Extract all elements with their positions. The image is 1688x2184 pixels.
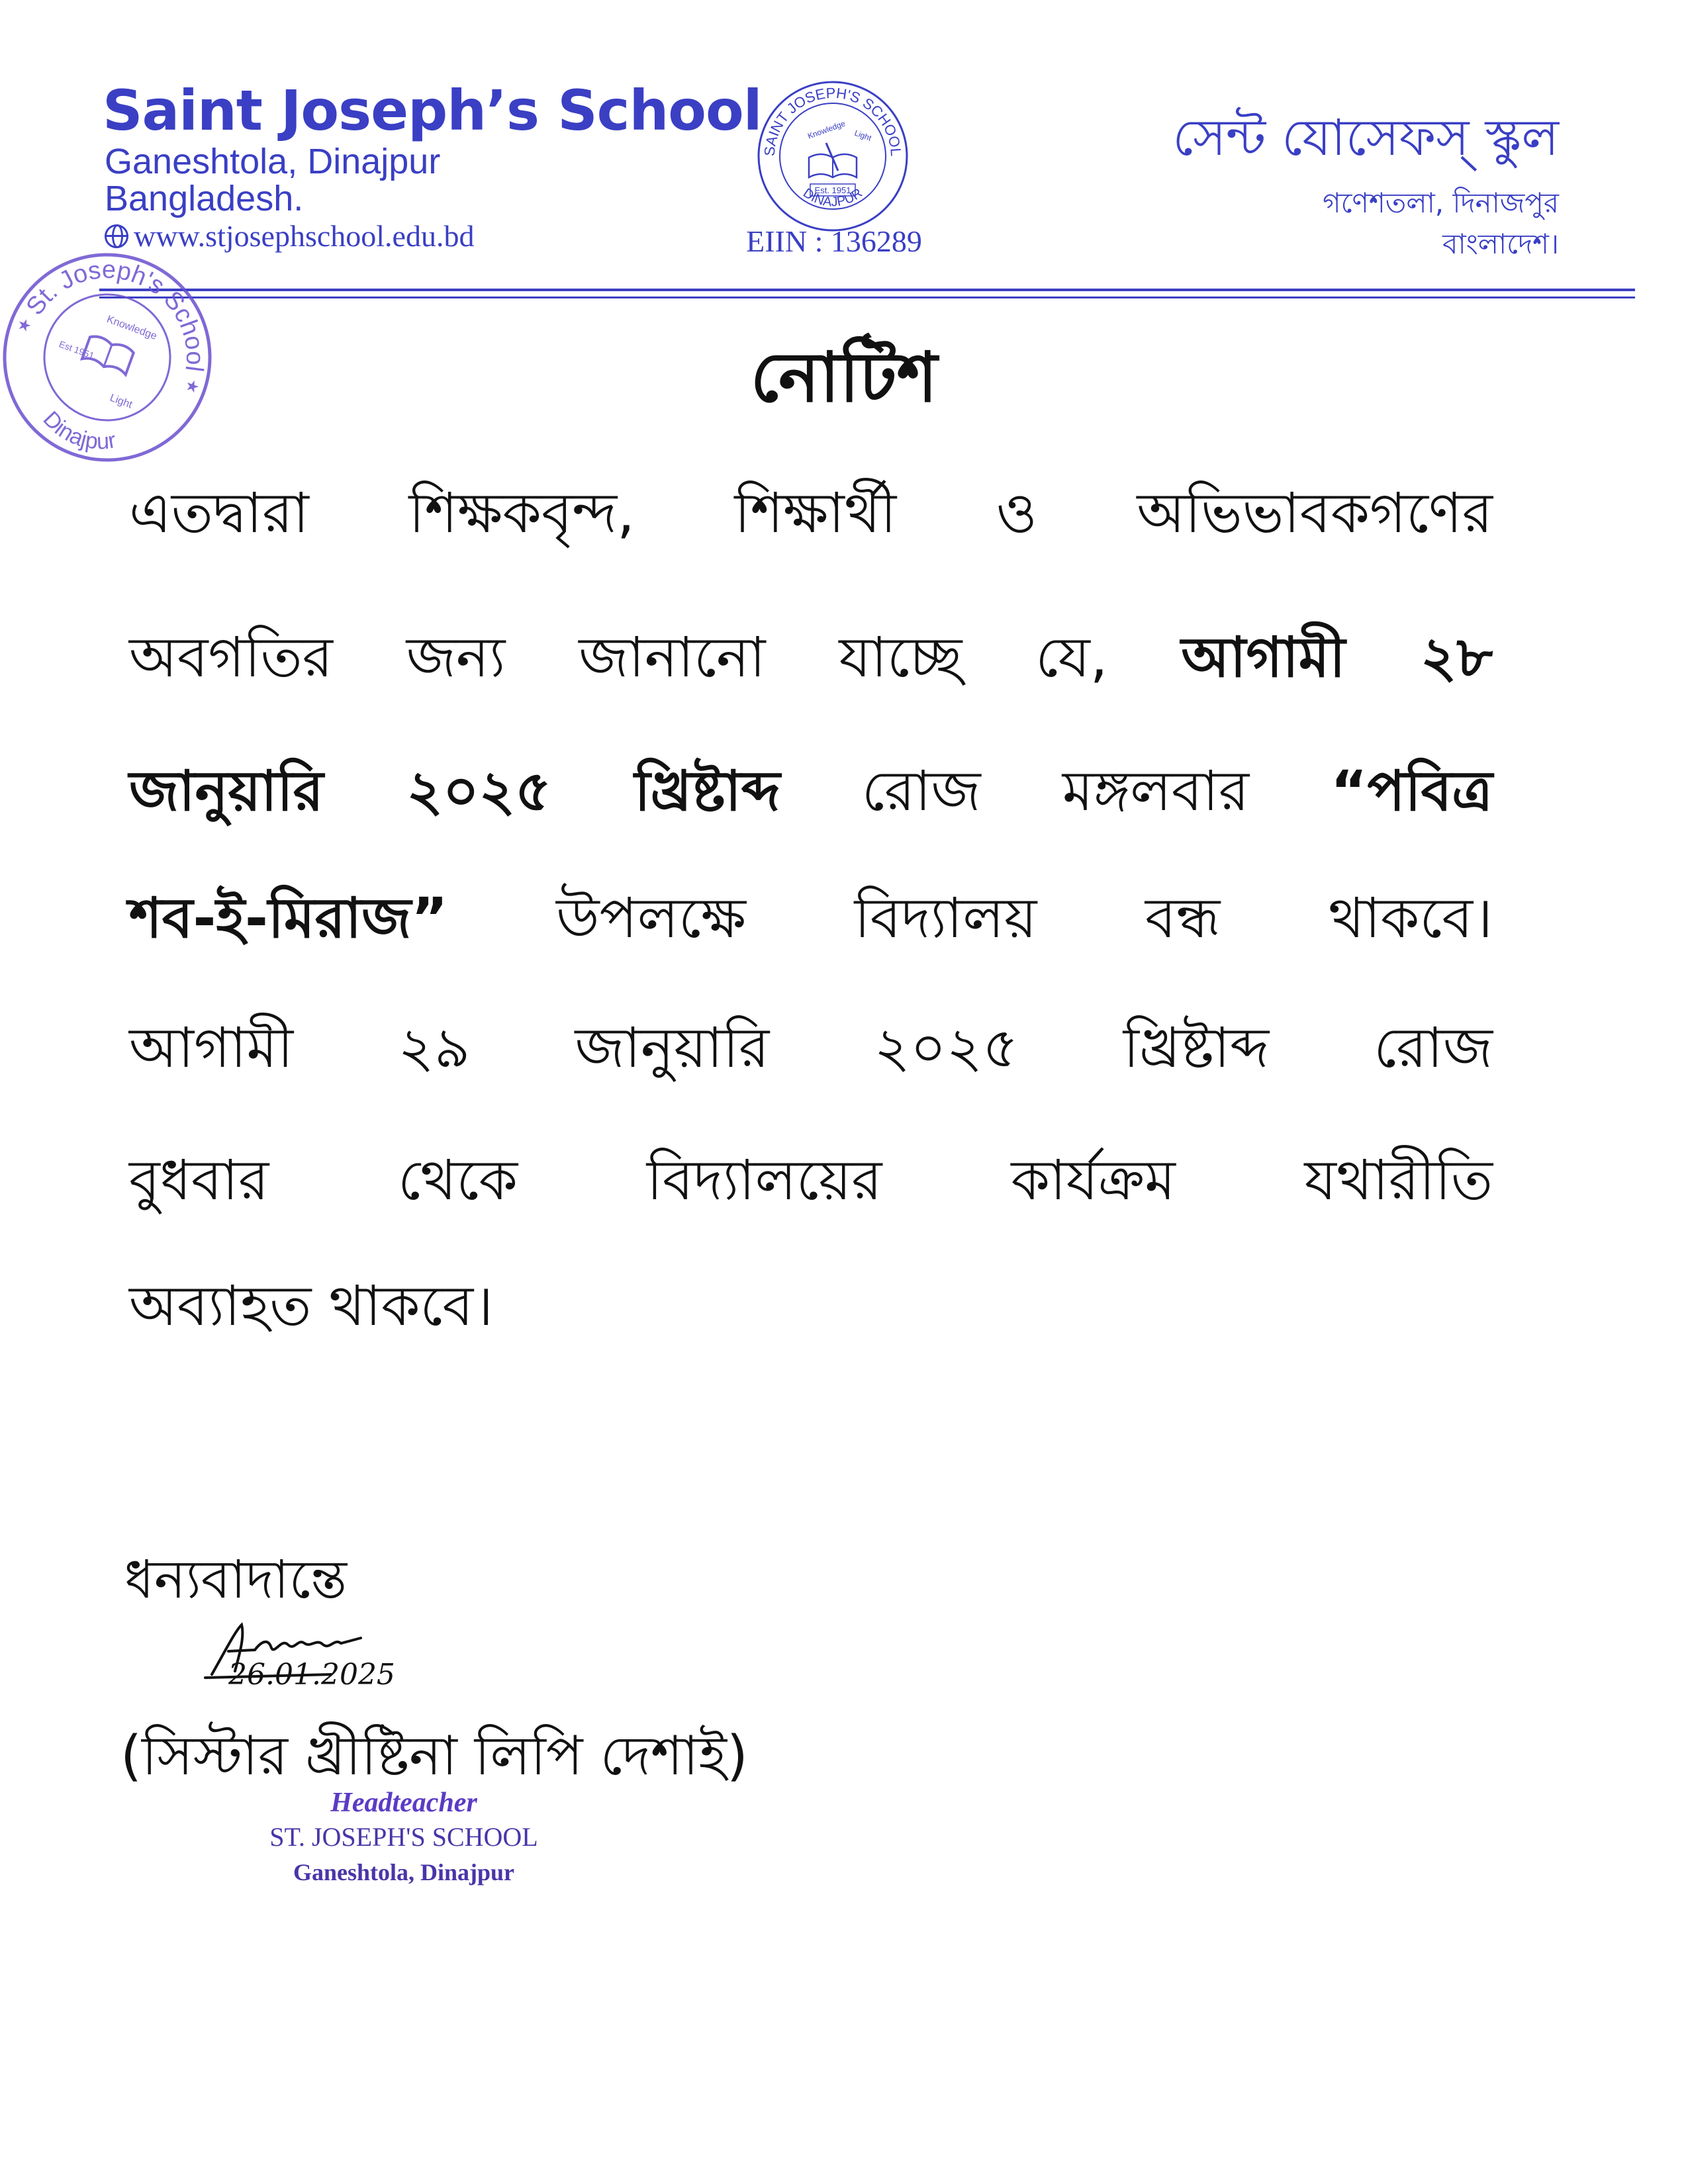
notice-title: নোটিশ (750, 337, 938, 418)
notice-line-6: বুধবার থেকে বিদ্যালয়ের কার্যক্রম যথারীতি (129, 1148, 1493, 1212)
notice-line-7: অব্যাহত থাকবে। (129, 1273, 494, 1338)
eiin-number: EIIN : 136289 (746, 224, 922, 258)
notice-line-2 (129, 614, 1493, 707)
stamp-word-2: Light (108, 392, 134, 411)
stamp-bottom-text: Dinajpur (38, 406, 118, 455)
logo-right-word: Light (853, 128, 873, 143)
signature-date: 26.01.2025 (228, 1658, 395, 1692)
notice-line-3 (129, 748, 1493, 841)
address-line-2: Bangladesh. (105, 179, 304, 218)
open-book-icon (809, 143, 857, 177)
letterhead-divider (99, 289, 1635, 291)
logo-left-word: Knowledge (806, 118, 847, 141)
notice-line-5: আগামী ২৯ জানুয়ারি ২০২৫ খ্রিষ্টাব্দ রোজ (129, 1015, 1493, 1080)
seal-title: Headteacher (330, 1788, 477, 1818)
letterhead-divider-thin (99, 296, 1635, 298)
notice-bold-text: “পবিত্র (1331, 758, 1493, 823)
closing-thanks: ধন্যবাদান্তে (124, 1549, 348, 1610)
school-name-bangla: সেন্ট যোসেফস্ স্কুল (1172, 108, 1559, 167)
notice-bold-text: জানুয়ারি ২০২৫ খ্রিষ্টাব্দ (129, 758, 780, 823)
notice-bold-text: শব-ই-মিরাজ” (129, 886, 448, 950)
school-address-english (105, 143, 440, 217)
website-link[interactable]: www.stjosephschool.edu.bd (134, 219, 475, 253)
seal-school: ST. JOSEPH'S SCHOOL (269, 1822, 538, 1852)
notice-text: অবগতির জন্য জানানো যাচ্ছে যে, (129, 625, 1108, 690)
address-line-1: Ganeshtola, Dinajpur (105, 142, 441, 181)
stamp-ring-text: St. Joseph's School (21, 255, 209, 374)
notice-bold-text: আগামী ২৮ (1181, 625, 1493, 690)
school-logo (755, 78, 911, 234)
notice-line-4 (129, 875, 1493, 968)
logo-ring-text: SAINT JOSEPH'S SCHOOL (761, 84, 905, 157)
notice-line-1: এতদ্বারা শিক্ষকবৃন্দ, শিক্ষার্থী ও অভিভাবকগণের (129, 480, 1493, 545)
star-icon: ★ (182, 375, 203, 398)
stamp-est: Est 1951 (58, 338, 96, 361)
logo-bottom-text: DINAJPUR (800, 185, 866, 210)
seal-place: Ganeshtola, Dinajpur (293, 1859, 515, 1886)
stamp-word-1: Knowledge (105, 313, 159, 343)
notice-text: উপলক্ষে বিদ্যালয় বন্ধ থাকবে। (556, 886, 1493, 950)
address-bangla-line-2: বাংলাদেশ। (1442, 228, 1559, 260)
address-bangla-line-1: গণেশতলা, দিনাজপুর (1323, 187, 1559, 219)
notice-text: রোজ মঙ্গলবার (861, 758, 1250, 823)
signer-name: (সিস্টার খ্রীষ্টিনা লিপি দেশাই) (120, 1725, 748, 1788)
star-icon: ★ (14, 314, 34, 337)
logo-est-text: Est. 1951 (814, 185, 851, 195)
school-name-english: Saint Joseph’s School (103, 78, 762, 143)
